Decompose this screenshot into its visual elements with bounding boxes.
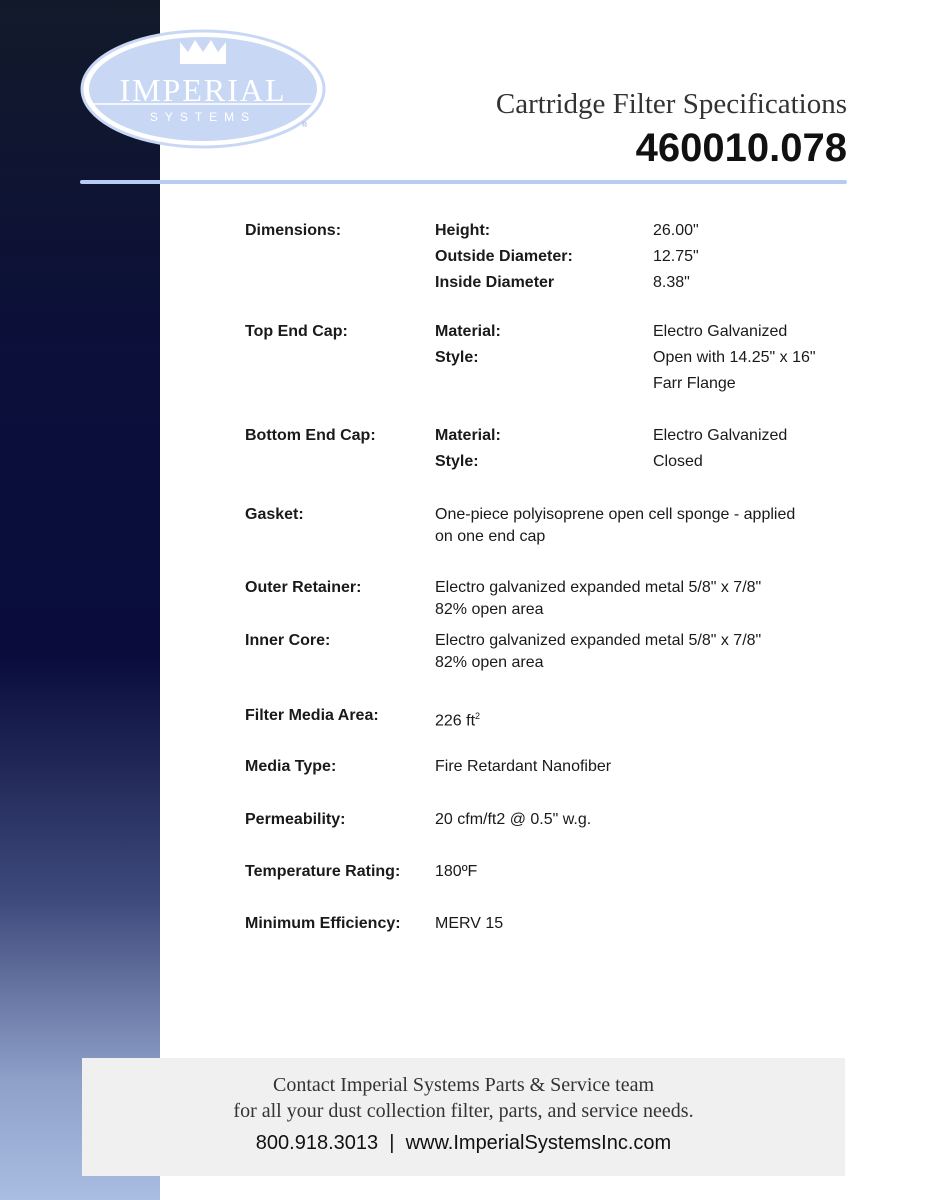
value-line: One-piece polyisoprene open cell sponge - applied xyxy=(435,506,796,523)
logo-wordmark: IMPERIAL xyxy=(119,72,287,108)
logo-subtitle: SYSTEMS xyxy=(149,110,257,124)
spec-value: MERV 15 xyxy=(435,915,504,932)
imperial-systems-logo xyxy=(80,28,326,150)
area-value: 226 ft xyxy=(435,712,476,730)
height-value: 26.00" xyxy=(653,222,699,239)
spec-value: 180ºF xyxy=(435,863,478,880)
spec-inner-core xyxy=(245,630,865,674)
spec-value xyxy=(435,705,845,732)
material-label: Material: xyxy=(435,427,501,444)
footer-phone-website[interactable]: 800.918.3013 | www.ImperialSystemsInc.com xyxy=(255,1132,672,1154)
spec-label: Outer Retainer: xyxy=(245,579,362,596)
spec-label: Minimum Efficiency: xyxy=(245,915,401,932)
inside-diameter-label: Inside Diameter xyxy=(435,274,555,291)
registered-mark: ® xyxy=(302,122,308,129)
style-value: Closed xyxy=(653,453,703,470)
spec-value: 20 cfm/ft2 @ 0.5" w.g. xyxy=(435,811,592,828)
spec-permeability xyxy=(245,809,865,831)
spec-filter-media-area xyxy=(245,705,865,730)
spec-temperature-rating xyxy=(245,861,865,883)
outside-diameter-value: 12.75" xyxy=(653,248,699,265)
spec-label: Filter Media Area: xyxy=(245,707,379,724)
style-label: Style: xyxy=(435,349,479,366)
part-number: 460010.078 xyxy=(635,126,847,170)
spec-bottom-end-cap xyxy=(245,425,865,473)
value-line: Electro galvanized expanded metal 5/8" x 7/8" xyxy=(435,632,762,649)
spec-label: Permeability: xyxy=(245,811,346,828)
material-value: Electro Galvanized xyxy=(653,427,788,444)
footer-line-2: for all your dust collection filter, parts, and service needs. xyxy=(233,1100,694,1122)
spec-label: Temperature Rating: xyxy=(245,863,401,880)
spec-media-type xyxy=(245,756,865,778)
header-divider xyxy=(80,180,847,184)
value-line: 82% open area xyxy=(435,601,544,618)
area-superscript: 2 xyxy=(475,711,481,721)
spec-top-end-cap xyxy=(245,321,865,391)
value-line: Electro galvanized expanded metal 5/8" x 7/8" xyxy=(435,579,762,596)
spec-value xyxy=(435,630,845,674)
spec-value: Fire Retardant Nanofiber xyxy=(435,758,612,775)
style-label: Style: xyxy=(435,453,479,470)
spec-label: Dimensions: xyxy=(245,222,342,239)
document-title: Cartridge Filter Specifications xyxy=(495,88,847,120)
spec-value xyxy=(435,577,845,621)
footer-line-1: Contact Imperial Systems Parts & Service team xyxy=(272,1074,655,1096)
height-label: Height: xyxy=(435,222,491,239)
value-line: 82% open area xyxy=(435,654,544,671)
spec-label: Bottom End Cap: xyxy=(245,427,376,444)
spec-value xyxy=(435,504,845,548)
spec-gasket xyxy=(245,504,865,548)
spec-label: Gasket: xyxy=(245,506,304,523)
spec-label: Top End Cap: xyxy=(245,323,348,340)
inside-diameter-value: 8.38" xyxy=(653,274,690,291)
spec-label: Inner Core: xyxy=(245,632,331,649)
value-line: on one end cap xyxy=(435,528,546,545)
style-value-line2: Farr Flange xyxy=(653,375,736,392)
material-label: Material: xyxy=(435,323,501,340)
style-value: Open with 14.25" x 16" xyxy=(653,349,816,366)
outside-diameter-label: Outside Diameter: xyxy=(435,248,573,265)
footer-contact-box xyxy=(82,1058,845,1176)
spec-minimum-efficiency xyxy=(245,913,865,935)
spec-outer-retainer xyxy=(245,577,865,621)
spec-dimensions xyxy=(245,220,865,290)
spec-label: Media Type: xyxy=(245,758,337,775)
material-value: Electro Galvanized xyxy=(653,323,788,340)
